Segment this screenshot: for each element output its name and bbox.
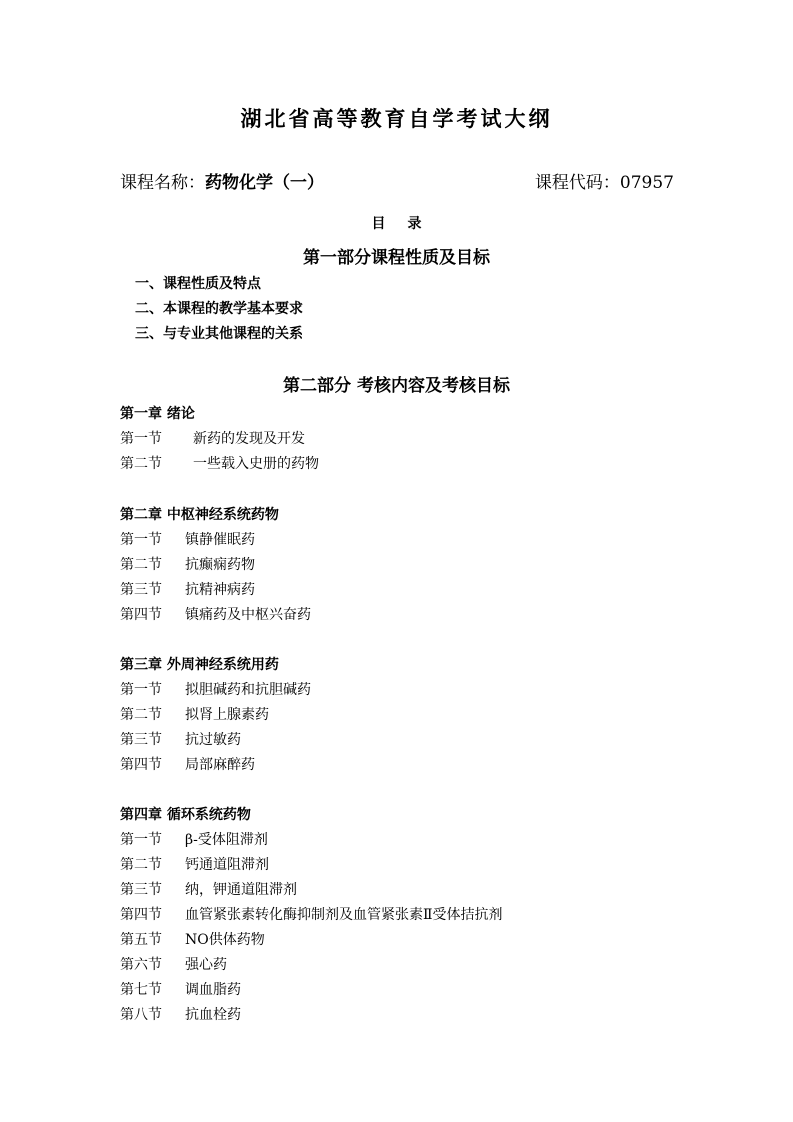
section-title: 一些载入史册的药物	[193, 456, 319, 472]
section-number: 第八节	[120, 1007, 162, 1023]
part2-title: 第二部分 考核内容及考核目标	[283, 376, 510, 396]
section-title: NO供体药物	[185, 932, 265, 948]
section-item	[120, 1007, 241, 1023]
chapter-title: 第一章 绪论	[120, 406, 195, 422]
section-number: 第一节	[120, 431, 162, 447]
section-number: 第六节	[120, 957, 162, 973]
section-item	[120, 732, 241, 748]
course-code-label: 课程代码：	[534, 173, 620, 193]
section-item	[120, 582, 255, 598]
section-number: 第三节	[120, 732, 162, 748]
course-name-value: 药物化学（一）	[205, 173, 324, 193]
section-item	[120, 431, 305, 447]
section-item	[120, 882, 297, 898]
section-title: β-受体阻滞剂	[185, 832, 268, 848]
section-title: 强心药	[185, 957, 227, 973]
section-item	[120, 607, 311, 623]
section-number: 第四节	[120, 757, 162, 773]
section-title: 镇静催眠药	[185, 532, 255, 548]
section-item	[120, 707, 269, 723]
section-number: 第二节	[120, 557, 162, 573]
section-item	[120, 957, 227, 973]
section-number: 第七节	[120, 982, 162, 998]
section-item	[120, 682, 311, 698]
chapter-title: 第四章 循环系统药物	[120, 807, 251, 823]
section-title: 钙通道阻滞剂	[185, 857, 269, 873]
section-title: 血管紧张素转化酶抑制剂及血管紧张素Ⅱ受体拮抗剂	[185, 907, 503, 923]
section-title: 抗精神病药	[185, 582, 255, 598]
section-number: 第三节	[120, 582, 162, 598]
section-number: 第五节	[120, 932, 162, 948]
section-item	[120, 982, 241, 998]
section-item	[120, 907, 503, 923]
section-number: 第一节	[120, 832, 162, 848]
section-title: 抗癫痫药物	[185, 557, 255, 573]
section-title: 新药的发现及开发	[193, 431, 305, 447]
section-number: 第四节	[120, 907, 162, 923]
part1-item: 三、与专业其他课程的关系	[135, 326, 303, 342]
chapter-title: 第三章 外周神经系统用药	[120, 657, 279, 673]
section-number: 第四节	[120, 607, 162, 623]
section-title: 拟胆碱药和抗胆碱药	[185, 682, 311, 698]
toc-heading: 目录	[371, 216, 444, 232]
section-title: 局部麻醉药	[185, 757, 255, 773]
section-title: 抗过敏药	[185, 732, 241, 748]
part1-title: 第一部分课程性质及目标	[303, 248, 490, 268]
course-name-label: 课程名称：	[120, 173, 205, 193]
section-number: 第二节	[120, 456, 162, 472]
section-item	[120, 832, 268, 848]
course-code	[535, 175, 674, 192]
chapter-title: 第二章 中枢神经系统药物	[120, 507, 279, 523]
section-number: 第三节	[120, 882, 162, 898]
document-title: 湖北省高等教育自学考试大纲	[240, 106, 553, 131]
section-item	[120, 557, 255, 573]
section-item	[120, 857, 269, 873]
course-name	[120, 175, 324, 192]
course-code-value: 07957	[619, 173, 674, 193]
section-item	[120, 456, 319, 472]
section-item	[120, 932, 265, 948]
section-title: 抗血栓药	[185, 1007, 241, 1023]
section-number: 第一节	[120, 682, 162, 698]
section-title: 调血脂药	[185, 982, 241, 998]
section-item	[120, 757, 255, 773]
section-title: 镇痛药及中枢兴奋药	[185, 607, 311, 623]
section-title: 纳，钾通道阻滞剂	[185, 882, 297, 898]
section-item	[120, 532, 255, 548]
part1-item: 一、课程性质及特点	[135, 276, 261, 292]
part1-item: 二、本课程的教学基本要求	[135, 301, 303, 317]
section-number: 第一节	[120, 532, 162, 548]
section-title: 拟肾上腺素药	[185, 707, 269, 723]
section-number: 第二节	[120, 707, 162, 723]
section-number: 第二节	[120, 857, 162, 873]
